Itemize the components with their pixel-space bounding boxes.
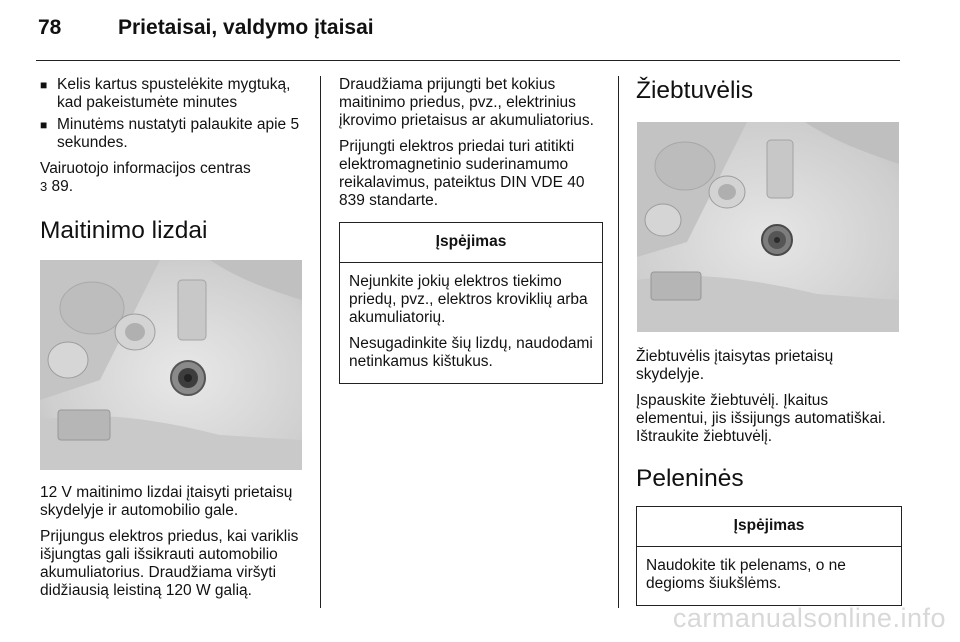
power-outlet-illustration: [40, 260, 302, 470]
bullet-list: [40, 76, 304, 152]
column-divider-2: [618, 76, 619, 608]
lighter-illustration: [636, 122, 900, 332]
warning-title: Įspėjimas: [340, 223, 602, 263]
warning-box: [339, 222, 603, 384]
list-item: ■ Kelis kartus spustelėkite mygtuką, kad pakeistumėte minutes: [40, 76, 291, 111]
warning-body: [637, 547, 901, 605]
header-divider: [36, 60, 900, 61]
lighter-paragraph-1: Žiebtuvėlis įtaisytas prietaisų skydelyje.: [636, 348, 834, 383]
section-heading-power-outlets: Maitinimo lizdai: [40, 217, 208, 244]
section-heading-lighter: Žiebtuvėlis: [636, 77, 754, 104]
bullet-square-icon: ■: [40, 118, 48, 132]
column-middle: [339, 76, 603, 384]
page-title: Prietaisai, valdymo įtaisai: [118, 16, 374, 39]
column-right: [636, 76, 902, 606]
warning-paragraph: Nesugadinkite šių lizdų, naudodami netinkamus kištukus.: [349, 335, 593, 370]
cross-reference[interactable]: Vairuotojo informacijos centras 3 89.: [40, 160, 251, 195]
reference-arrow-icon: 3: [40, 179, 48, 194]
lighter-paragraph-2: Įspauskite žiebtuvėlį. Įkaitus elementui, jis išsijungs automatiškai. Ištraukite žiebtuvėlį.: [636, 392, 886, 445]
power-outlet-paragraph-2: Prijungus elektros priedus, kai variklis išjungtas gali išsikrauti automobilio akumuliatorius. Draudžiama viršyti didžiausią leistiną 120 W galią.: [40, 528, 299, 599]
warning-paragraph: Naudokite tik pelenams, o ne degioms šiukšlėms.: [646, 557, 846, 592]
page-number: 78: [38, 16, 62, 39]
bullet-square-icon: ■: [40, 78, 48, 92]
column-left: [40, 76, 304, 600]
body-paragraph: Prijungti elektros priedai turi atitikti elektromagnetinio suderinamumo reikalavimus, pateiktus DIN VDE 40 839 standarte.: [339, 138, 585, 209]
list-item: ■ Minutėms nustatyti palaukite apie 5 sekundes.: [40, 116, 300, 151]
power-outlet-paragraph-1: 12 V maitinimo lizdai įtaisyti prietaisų skydelyje ir automobilio gale.: [40, 484, 293, 519]
section-heading-ashtrays: Peleninės: [636, 465, 744, 492]
watermark: carmanualsonline.info: [672, 603, 946, 633]
warning-title: Įspėjimas: [637, 507, 901, 547]
body-paragraph: Draudžiama prijungti bet kokius maitinimo priedus, pvz., elektrinius įkrovimo prietaisus ar akumuliatorius.: [339, 76, 594, 129]
warning-body: [340, 263, 602, 383]
column-divider-1: [320, 76, 321, 608]
warning-paragraph: Nejunkite jokių elektros tiekimo priedų, pvz., elektros kroviklių arba akumuliatorių.: [349, 273, 588, 326]
warning-box: [636, 506, 902, 606]
